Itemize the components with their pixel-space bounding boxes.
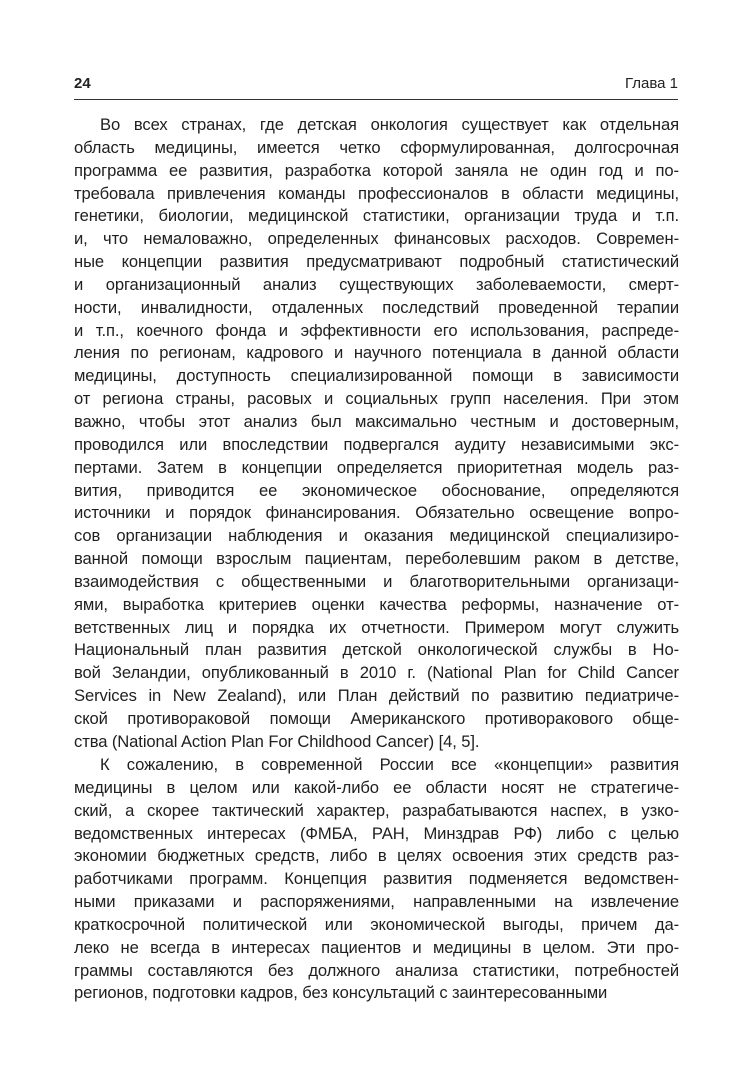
text-line: ности, инвалидности, отдаленных последствий проведенной терапии (74, 297, 679, 317)
text-line: медицины, доступность специализированной помощи в зависимости (74, 366, 679, 386)
text-line: Национальный план развития детской онкологической службы в Но- (74, 640, 679, 660)
text-line: вой Зеландии, опубликованный в 2010 г. (National Plan for Child Cancer (74, 663, 679, 683)
text-line: область медицины, имеется четко сформулированная, долгосрочная (74, 137, 679, 157)
text-line: К сожалению, в современной России все «концепции» развития (100, 755, 679, 774)
page-number: 24 (74, 75, 91, 92)
text-line: работчиками программ. Концепция развития подменяется ведомствен- (74, 869, 679, 889)
text-line: ными приказами и распоряжениями, направленными на извлечение (74, 892, 679, 912)
text-line: пертами. Затем в концепции определяется приоритетная модель раз- (74, 457, 679, 477)
text-line: и т.п., коечного фонда и эффективности его использования, распреде- (74, 320, 679, 340)
text-line: источники и порядок финансирования. Обязательно освещение вопро- (74, 503, 679, 523)
text-line: ведомственных интересах (ФМБА, РАН, Минздрав РФ) либо с целью (74, 823, 679, 843)
text-line: ства (National Action Plan For Childhood Cancer) [4, 5]. (74, 731, 480, 751)
header-divider (74, 99, 678, 100)
text-line: сов организации наблюдения и оказания медицинской специализиро- (74, 526, 679, 546)
text-line: от региона страны, расовых и социальных групп населения. При этом (74, 389, 679, 409)
text-line: и, что немаловажно, определенных финансовых расходов. Современ- (74, 229, 679, 249)
text-line: ями, выработка критериев оценки качества реформы, назначение от- (74, 594, 679, 614)
text-line: краткосрочной политической или экономической выгоды, причем да- (74, 914, 679, 934)
running-header (74, 75, 678, 97)
text-line: взаимодействия с общественными и благотворительными организаци- (74, 571, 679, 591)
text-line: регионов, подготовки кадров, без консультаций с заинтересованными (74, 983, 608, 1003)
text-line: требовала привлечения команды профессионалов в области медицины, (74, 183, 679, 203)
text-line: программа ее развития, разработка которой заняла не один год и по- (74, 160, 679, 180)
text-line: ский, а скорее тактический характер, разрабатываются наспех, в узко- (74, 800, 679, 820)
text-line: ные концепции развития предусматривают подробный статистический (74, 252, 679, 272)
text-line: генетики, биологии, медицинской статистики, организации труда и т.п. (74, 206, 679, 226)
text-line: ванной помощи взрослым пациентам, переболевшим раком в детстве, (74, 549, 679, 569)
text-line: и организационный анализ существующих заболеваемости, смерт- (74, 274, 679, 294)
text-line: Во всех странах, где детская онкология существует как отдельная (100, 115, 679, 134)
text-line: ления по регионам, кадрового и научного потенциала в данной области (74, 343, 679, 363)
text-line: вития, приводится ее экономическое обоснование, определяются (74, 480, 679, 500)
paragraph-2 (74, 754, 679, 1005)
text-line: ветственных лиц и порядка их отчетности. Примером могут служить (74, 617, 679, 637)
text-line: медицины в целом или какой-либо ее области носят не стратегиче- (74, 777, 679, 797)
text-line: важно, чтобы этот анализ был максимально честным и достоверным, (74, 411, 679, 431)
text-line: экономии бюджетных средств, либо в целях освоения этих средств раз- (74, 846, 679, 866)
paragraph-1 (74, 114, 679, 754)
text-line: леко не всегда в интересах пациентов и медицины в целом. Эти про- (74, 937, 679, 957)
chapter-title: Глава 1 (624, 75, 678, 92)
text-line: граммы составляются без должного анализа статистики, потребностей (74, 960, 679, 980)
text-line: проводился или впоследствии подвергался аудиту независимыми экс- (74, 434, 679, 454)
text-line: ской противораковой помощи Американского противоракового обще- (74, 708, 679, 728)
text-line: Services in New Zealand), или План действий по развитию педиатриче- (74, 686, 679, 706)
